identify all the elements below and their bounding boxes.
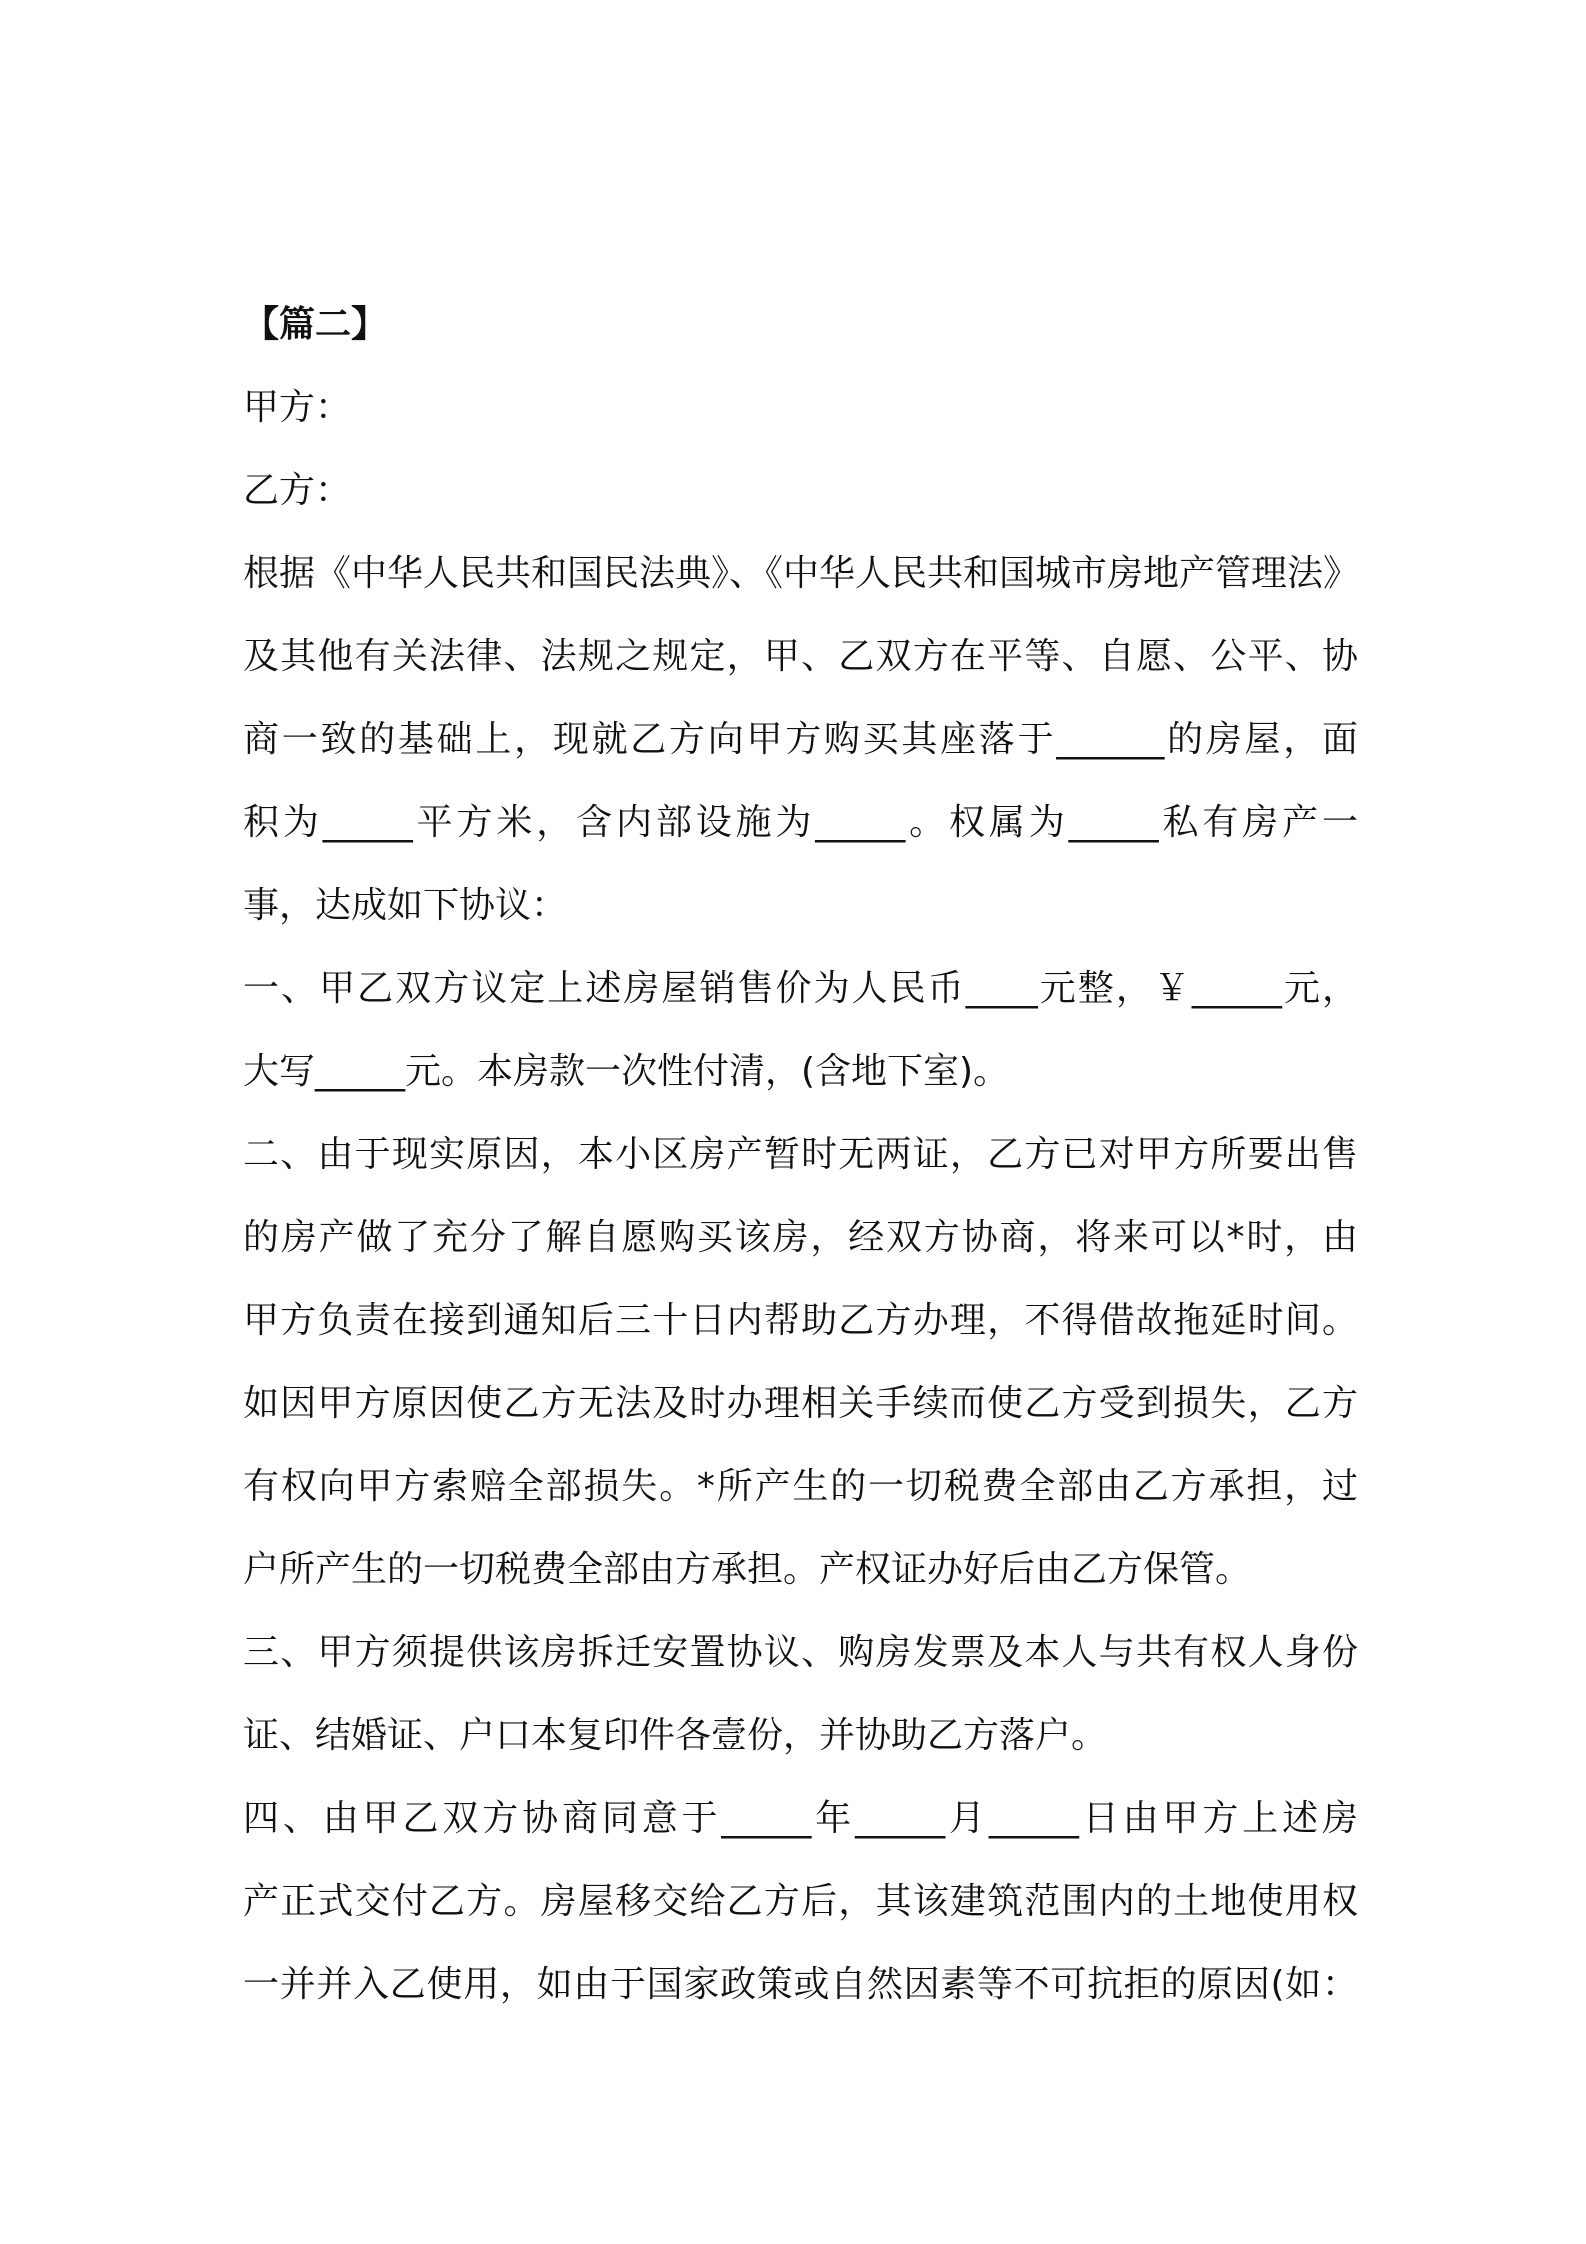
paragraph-line: 及其他有关法律、法规之规定，甲、乙双方在平等、自愿、公平、协 (243, 636, 1358, 677)
paragraph-line: 产正式交付乙方。房屋移交给乙方后，其该建筑范围内的土地使用权 (243, 1881, 1358, 1922)
clause-4 (243, 1777, 1358, 2026)
party-b-label: 乙方： (243, 470, 352, 511)
paragraph-line: 大写_____元。本房款一次性付清，(含地下室)。 (243, 1051, 1010, 1092)
party-a-label: 甲方： (243, 387, 352, 428)
paragraph-line: 如因甲方原因使乙方无法及时办理相关手续而使乙方受到损失，乙方 (243, 1383, 1358, 1424)
clause-2 (243, 1113, 1358, 1611)
paragraph-line: 甲方负责在接到通知后三十日内帮助乙方办理，不得借故拖延时间。 (243, 1300, 1358, 1341)
paragraph-line: 有权向甲方索赔全部损失。*所产生的一切税费全部由乙方承担，过 (243, 1466, 1358, 1507)
clause-1 (243, 947, 1358, 1113)
paragraph-line: 积为_____平方米，含内部设施为_____。权属为_____私有房产一 (243, 802, 1358, 843)
paragraph-line: 四、由甲乙双方协商同意于_____年_____月_____日由甲方上述房 (243, 1798, 1358, 1839)
paragraph-line: 根据《中华人民共和国民法典》、《中华人民共和国城市房地产管理法》 (243, 553, 1360, 594)
clause-3 (243, 1611, 1358, 1777)
paragraph-line: 一、甲乙双方议定上述房屋销售价为人民币____元整，￥_____元， (243, 968, 1358, 1009)
paragraph-line: 商一致的基础上，现就乙方向甲方购买其座落于______的房屋，面 (243, 719, 1358, 760)
document-body (243, 283, 1358, 2026)
paragraph-line: 证、结婚证、户口本复印件各壹份，并协助乙方落户。 (243, 1715, 1108, 1756)
section-heading: 【篇二】 (243, 304, 388, 345)
paragraph-line: 的房产做了充分了解自愿购买该房，经双方协商，将来可以*时，由 (243, 1217, 1358, 1258)
paragraph-line: 二、由于现实原因，本小区房产暂时无两证，乙方已对甲方所要出售 (243, 1134, 1358, 1175)
paragraph-line: 事，达成如下协议： (243, 885, 568, 926)
paragraph-line: 三、甲方须提供该房拆迁安置协议、购房发票及本人与共有权人身份 (243, 1632, 1358, 1673)
paragraph-line: 户所产生的一切税费全部由方承担。产权证办好后由乙方保管。 (243, 1549, 1252, 1590)
paragraph-line: 一并并入乙使用，如由于国家政策或自然因素等不可抗拒的原因(如： (243, 1964, 1358, 2005)
intro-paragraph (243, 532, 1358, 947)
